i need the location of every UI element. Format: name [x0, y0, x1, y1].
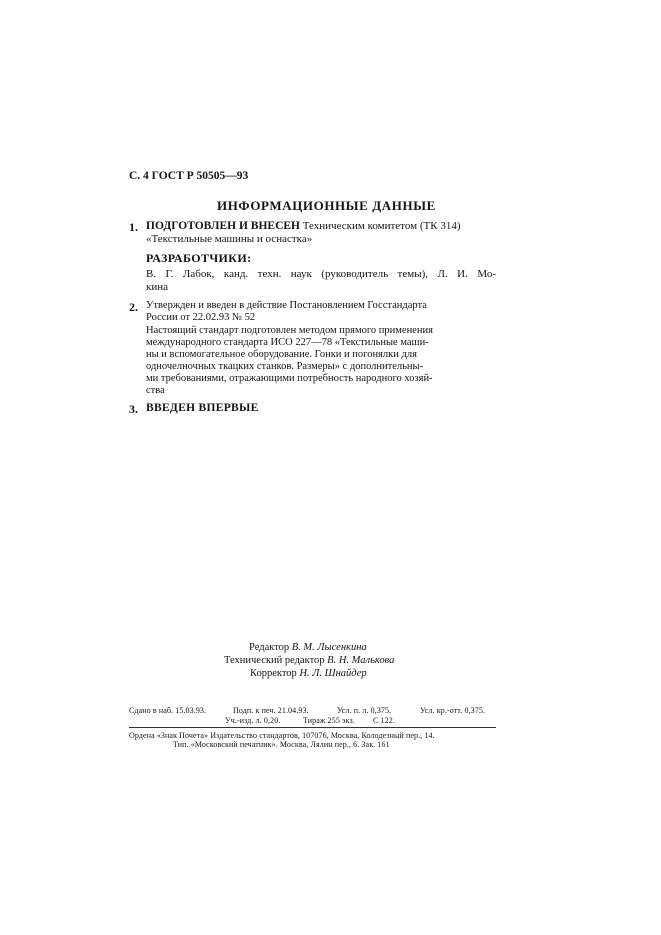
- section-2-line-7: ми требованиями, отражающими потребность народного хозяй-: [146, 373, 433, 384]
- section-2-line-2: России от 22.02.93 № 52: [146, 312, 256, 323]
- imprint-submitted: Сдано в наб. 15.03.93.: [129, 706, 207, 715]
- developers-heading: РАЗРАБОТЧИКИ:: [146, 251, 252, 265]
- credit-editor: [249, 642, 367, 653]
- imprint-printed-sheets: Усл. п. л. 0,375.: [337, 706, 392, 715]
- developers-line-2: кина: [146, 281, 168, 293]
- section-3-number: 3.: [129, 402, 138, 416]
- credit-corrector-name: Н. Л. Шнайдер: [299, 668, 367, 679]
- credit-corrector-role: Корректор: [250, 668, 297, 679]
- section-1-committee: Техническим комитетом (ТК 314): [302, 220, 461, 232]
- section-1-line-2: «Текстильные машины и оснастка»: [146, 233, 313, 245]
- publisher-line-2: Тип. «Московский печатник». Москва, Лялин пер., 6. Зак. 161: [173, 740, 390, 749]
- imprint-color-prints: Усл. кр.-отт. 0,375.: [420, 706, 486, 715]
- section-1-lead: ПОДГОТОВЛЕН И ВНЕСЕН: [146, 220, 300, 232]
- credit-editor-name: В. М. Лысенкина: [291, 642, 367, 653]
- section-2-line-6: одночелночных ткацких станков. Размеры» с дополнительны-: [146, 361, 424, 372]
- section-2-line-8: ства: [146, 385, 165, 396]
- publisher-line-1: Ордена «Знак Почета» Издательство стандартов, 107076, Москва, Колодезный пер., 14.: [129, 731, 435, 740]
- section-1-number: 1.: [129, 220, 138, 234]
- credit-tech-editor: [224, 655, 394, 666]
- section-2-line-1: Утвержден и введен в действие Постановлением Госстандарта: [146, 300, 427, 311]
- section-2-number: 2.: [129, 300, 138, 314]
- imprint-circulation: Тираж 255 экз.: [303, 716, 355, 725]
- imprint-divider: [129, 727, 496, 728]
- developers-line-1: В. Г. Лабок, канд. техн. наук (руководитель темы), Л. И. Мо-: [146, 268, 496, 280]
- page-header: С. 4 ГОСТ Р 50505—93: [129, 170, 249, 182]
- section-3-lead: ВВЕДЕН ВПЕРВЫЕ: [146, 402, 259, 414]
- section-2-line-3: Настоящий стандарт подготовлен методом прямого применения: [146, 325, 433, 336]
- imprint-price: С 122.: [373, 716, 395, 725]
- section-2-line-5: ны и вспомогательное оборудование. Гонки и погонялки для: [146, 349, 417, 360]
- page-title: ИНФОРМАЦИОННЫЕ ДАННЫЕ: [217, 198, 436, 213]
- credit-tech-editor-name: В. Н. Малькова: [327, 655, 395, 666]
- imprint-publisher-sheets: Уч.-изд. л. 0,20.: [225, 716, 281, 725]
- credit-editor-role: Редактор: [249, 642, 290, 653]
- imprint-signed: Подп. к печ. 21.04.93.: [233, 706, 309, 715]
- section-1-line-1: [146, 220, 460, 232]
- credit-corrector: [250, 668, 367, 679]
- credit-tech-editor-role: Технический редактор: [224, 655, 325, 666]
- section-2-line-4: международного стандарта ИСО 227—78 «Текстильные маши-: [146, 337, 429, 348]
